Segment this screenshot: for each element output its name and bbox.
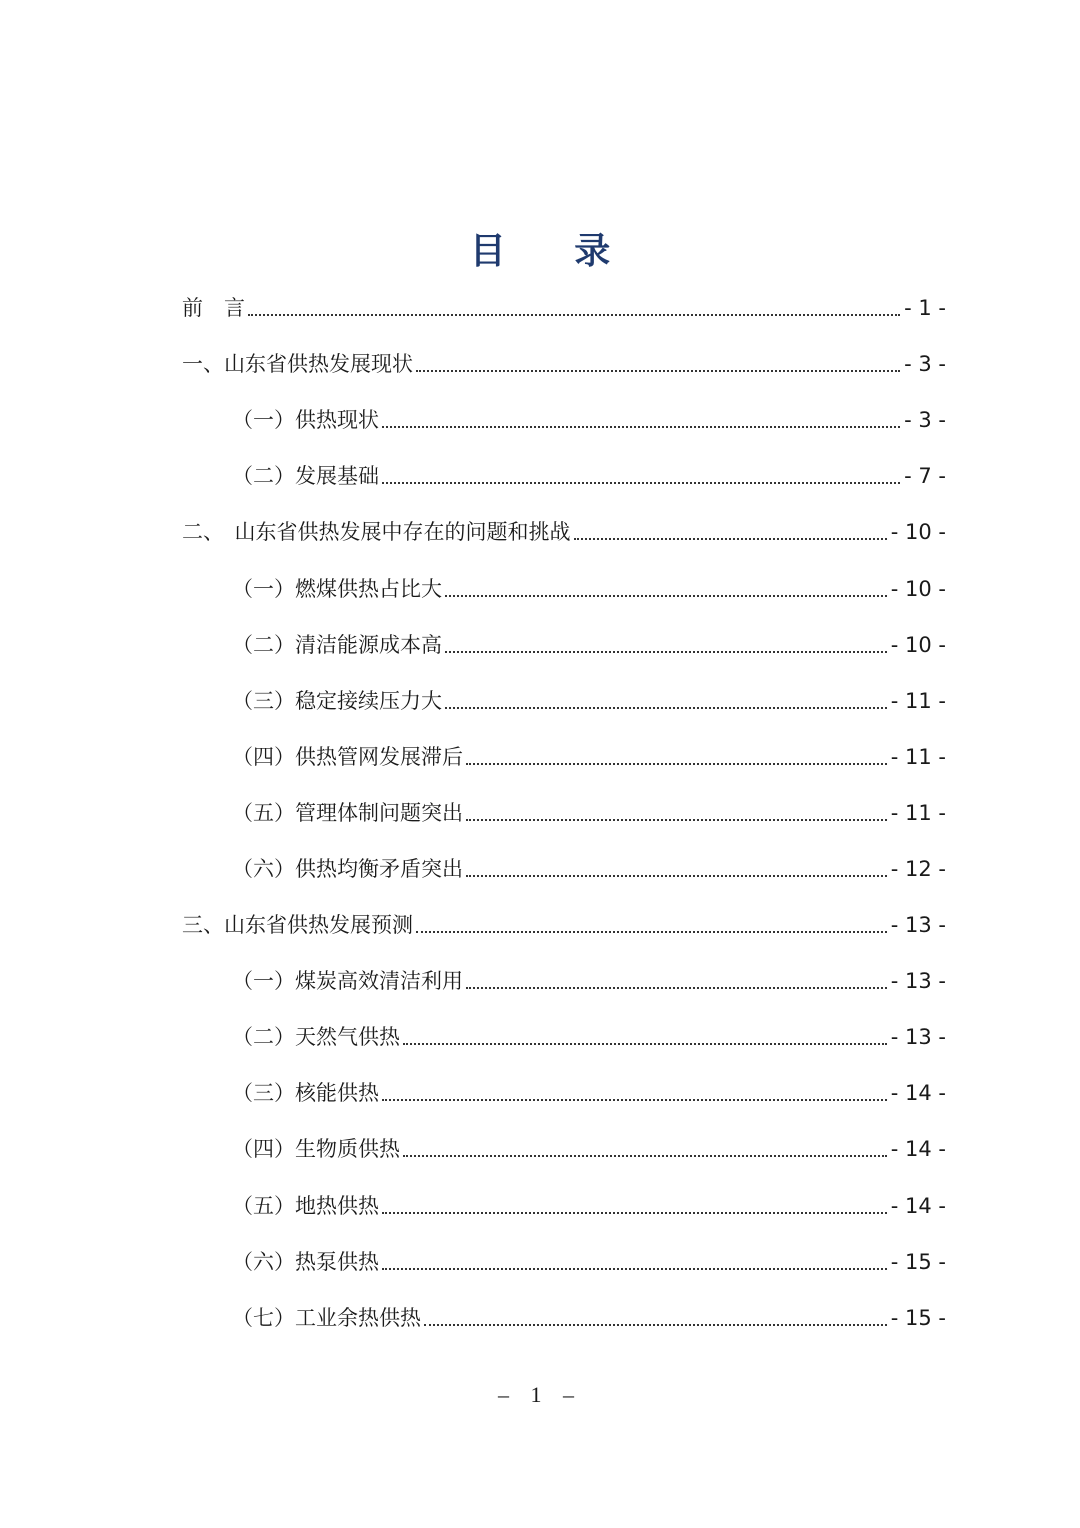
dot-leader [403, 1035, 887, 1045]
toc-entry-label: （四）生物质供热 [232, 1137, 400, 1162]
toc-entry-label: （一）燃煤供热占比大 [232, 576, 442, 601]
toc-entry-page: - 12 - [890, 856, 946, 881]
toc-entry-section-2-1[interactable] [182, 560, 946, 616]
toc-entry-page: - 14 - [890, 1081, 946, 1106]
toc-entry-section-3-4[interactable] [182, 1121, 946, 1177]
dot-leader [466, 811, 887, 821]
table-of-contents [182, 280, 946, 1346]
toc-entry-section-3-3[interactable] [182, 1065, 946, 1121]
toc-entry-label: （五）地热供热 [232, 1193, 379, 1218]
toc-entry-label: （三）稳定接续压力大 [232, 688, 442, 713]
toc-entry-label: （二）清洁能源成本高 [232, 632, 442, 657]
toc-entry-section-2-4[interactable] [182, 729, 946, 785]
toc-entry-label: （二）发展基础 [232, 464, 379, 489]
toc-entry-page: - 13 - [890, 969, 946, 994]
dot-leader [382, 474, 900, 484]
toc-entry-section-2-3[interactable] [182, 673, 946, 729]
toc-entry-label: （七）工业余热供热 [232, 1305, 421, 1330]
dot-leader [382, 1260, 887, 1270]
dot-leader [403, 1147, 887, 1157]
toc-entry-label: （六）供热均衡矛盾突出 [232, 856, 463, 881]
toc-entry-section-2-6[interactable] [182, 841, 946, 897]
toc-entry-label: 一、山东省供热发展现状 [182, 352, 413, 377]
dot-leader [445, 699, 887, 709]
toc-entry-page: - 3 - [904, 352, 946, 377]
toc-entry-page: - 10 - [890, 576, 946, 601]
toc-entry-label: （六）热泵供热 [232, 1249, 379, 1274]
dot-leader [248, 306, 900, 316]
toc-entry-section-1-1[interactable] [182, 392, 946, 448]
toc-entry-section-2-5[interactable] [182, 785, 946, 841]
toc-entry-label: 三、山东省供热发展预测 [182, 913, 413, 938]
toc-entry-page: - 11 - [890, 688, 946, 713]
dot-leader [466, 755, 887, 765]
page-number: – 1 – [498, 1382, 582, 1407]
dot-leader [424, 1316, 887, 1326]
toc-entry-page: - 15 - [890, 1249, 946, 1274]
toc-entry-section-3-2[interactable] [182, 1009, 946, 1065]
dot-leader [574, 530, 887, 540]
toc-entry-page: - 14 - [890, 1193, 946, 1218]
toc-entry-section-3-1[interactable] [182, 953, 946, 1009]
dot-leader [382, 1204, 887, 1214]
toc-entry-chapter-1[interactable] [182, 336, 946, 392]
dot-leader [445, 587, 887, 597]
toc-entry-section-1-2[interactable] [182, 448, 946, 504]
dot-leader [445, 643, 887, 653]
dot-leader [382, 1091, 887, 1101]
toc-entry-label: 前 言 [182, 296, 245, 321]
toc-entry-section-2-2[interactable] [182, 617, 946, 673]
toc-entry-section-3-7[interactable] [182, 1290, 946, 1346]
dot-leader [416, 362, 900, 372]
toc-entry-chapter-3[interactable] [182, 897, 946, 953]
toc-entry-page: - 1 - [904, 296, 946, 321]
dot-leader [466, 867, 887, 877]
toc-entry-page: - 3 - [904, 408, 946, 433]
toc-entry-preface[interactable] [182, 280, 946, 336]
toc-entry-page: - 14 - [890, 1137, 946, 1162]
toc-entry-label: （五）管理体制问题突出 [232, 800, 463, 825]
toc-entry-label: （一）煤炭高效清洁利用 [232, 969, 463, 994]
toc-entry-page: - 15 - [890, 1305, 946, 1330]
toc-entry-label: （四）供热管网发展滞后 [232, 744, 463, 769]
toc-entry-page: - 11 - [890, 744, 946, 769]
toc-entry-section-3-6[interactable] [182, 1234, 946, 1290]
toc-entry-label: 二、 山东省供热发展中存在的问题和挑战 [182, 520, 571, 545]
toc-entry-page: - 13 - [890, 1025, 946, 1050]
toc-entry-page: - 10 - [890, 520, 946, 545]
page-title: 目 录 [469, 231, 639, 272]
dot-leader [416, 923, 887, 933]
toc-entry-label: （三）核能供热 [232, 1081, 379, 1106]
toc-entry-page: - 11 - [890, 800, 946, 825]
toc-entry-page: - 7 - [904, 464, 946, 489]
toc-entry-label: （一）供热现状 [232, 408, 379, 433]
dot-leader [382, 418, 900, 428]
toc-entry-section-3-5[interactable] [182, 1178, 946, 1234]
dot-leader [466, 979, 887, 989]
toc-entry-chapter-2[interactable] [182, 504, 946, 560]
toc-entry-page: - 10 - [890, 632, 946, 657]
toc-entry-label: （二）天然气供热 [232, 1025, 400, 1050]
toc-entry-page: - 13 - [890, 913, 946, 938]
